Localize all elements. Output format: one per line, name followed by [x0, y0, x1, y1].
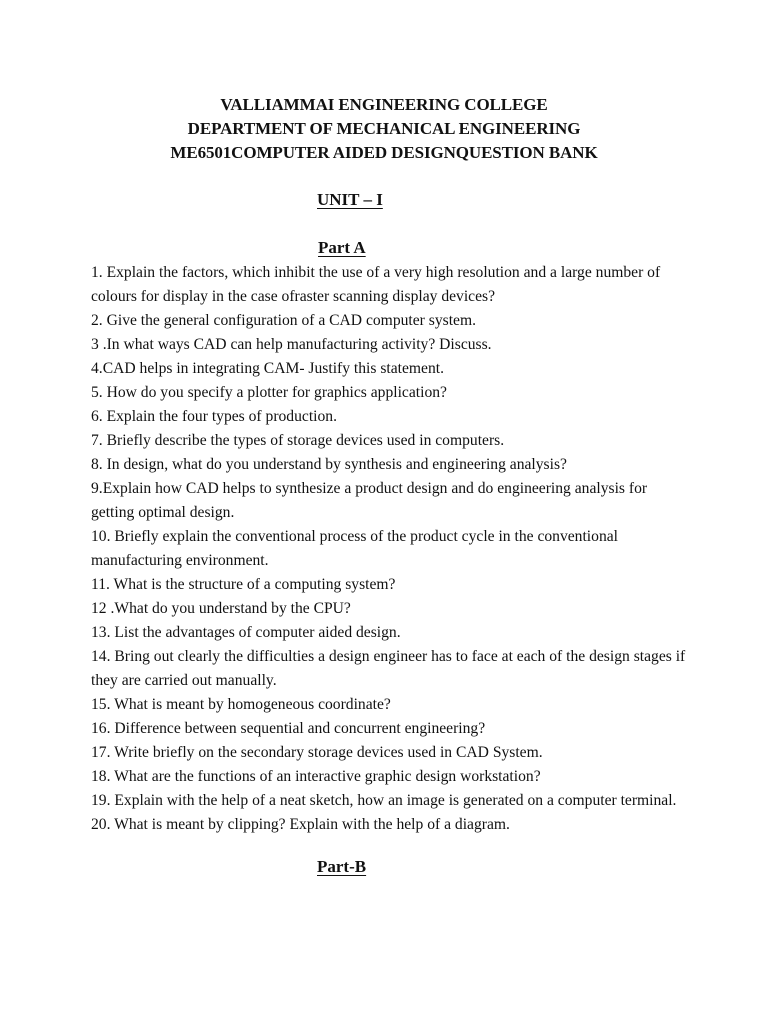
question-item: 14. Bring out clearly the difficulties a design engineer has to face at each of the design stages if they are carried out manually. — [91, 648, 686, 689]
question-item: 5. How do you specify a plotter for graphics application? — [91, 384, 447, 401]
subject-title: ME6501COMPUTER AIDED DESIGNQUESTION BANK — [170, 143, 598, 162]
question-item: 13. List the advantages of computer aided design. — [91, 624, 401, 641]
question-item: 10. Briefly explain the conventional process of the product cycle in the conventional manufacturing environment. — [91, 528, 618, 569]
question-item: 11. What is the structure of a computing system? — [91, 576, 396, 593]
question-item: 1. Explain the factors, which inhibit the use of a very high resolution and a large number of colours for display in the case ofraster scanning display devices? — [91, 264, 661, 305]
question-item: 18. What are the functions of an interactive graphic design workstation? — [91, 768, 541, 785]
question-item: 6. Explain the four types of production. — [91, 408, 337, 425]
question-item: 9.Explain how CAD helps to synthesize a product design and do engineering analysis for getting optimal design. — [91, 480, 648, 521]
question-item: 4.CAD helps in integrating CAM- Justify this statement. — [91, 360, 444, 377]
part-a-heading: Part A — [318, 238, 366, 257]
unit-heading: UNIT – I — [317, 190, 383, 209]
question-item: 15. What is meant by homogeneous coordinate? — [91, 696, 391, 713]
part-b-heading: Part-B — [317, 857, 367, 876]
question-item: 2. Give the general configuration of a CAD computer system. — [91, 312, 476, 329]
question-item: 7. Briefly describe the types of storage devices used in computers. — [91, 432, 505, 449]
question-item: 8. In design, what do you understand by synthesis and engineering analysis? — [91, 456, 567, 473]
document-header — [0, 93, 768, 165]
question-item: 16. Difference between sequential and concurrent engineering? — [91, 720, 486, 737]
college-name: VALLIAMMAI ENGINEERING COLLEGE — [220, 95, 548, 114]
question-item: 3 .In what ways CAD can help manufacturing activity? Discuss. — [91, 336, 492, 353]
department-name: DEPARTMENT OF MECHANICAL ENGINEERING — [187, 119, 581, 138]
question-item: 12 .What do you understand by the CPU? — [91, 600, 351, 617]
question-item: 20. What is meant by clipping? Explain with the help of a diagram. — [91, 816, 510, 833]
question-item: 17. Write briefly on the secondary storage devices used in CAD System. — [91, 744, 543, 761]
part-a-question-list — [91, 261, 691, 837]
question-item: 19. Explain with the help of a neat sketch, how an image is generated on a computer terminal. — [91, 792, 677, 809]
